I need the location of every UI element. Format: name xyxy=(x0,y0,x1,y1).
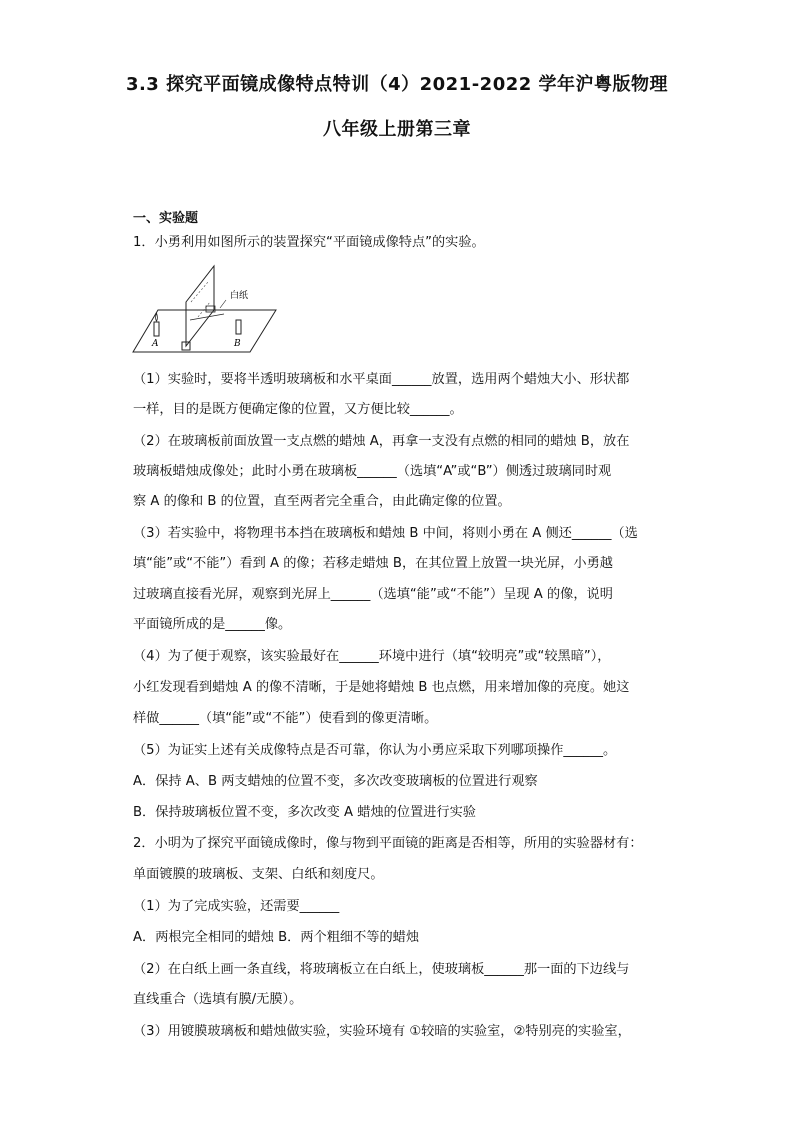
question-1-stem: 1．小勇利用如图所示的装置探究“平面镜成像特点”的实验。 xyxy=(133,235,485,250)
q1-part3-line3: 过玻璃直接看光屏，观察到光屏上______（选填“能”或“不能”）呈现 A 的像，说明 xyxy=(133,587,613,602)
candle-a-label: A xyxy=(152,339,159,349)
q1-part1-line2: 一样，目的是既方便确定像的位置，又方便比较______。 xyxy=(133,402,463,417)
candle-b-shape xyxy=(236,320,241,334)
q1-part1-line1: （1）实验时，要将半透明玻璃板和水平桌面______放置，选用两个蜡烛大小、形状都 xyxy=(133,372,630,387)
document-title-line-1: 3.3 探究平面镜成像特点特训（4）2021-2022 学年沪粤版物理 xyxy=(125,74,669,95)
q2-part2-line1: （2）在白纸上画一条直线，将玻璃板立在白纸上，使玻璃板______那一面的下边线与 xyxy=(133,962,630,977)
q1-part4-line2: 小红发现看到蜡烛 A 的像不清晰，于是她将蜡烛 B 也点燃，用来增加像的亮度。她这 xyxy=(133,680,630,695)
paper-label: 白纸 xyxy=(230,291,249,301)
q1-part3-line4: 平面镜所成的是______像。 xyxy=(133,617,292,632)
q1-option-a: A．保持 A、B 两支蜡烛的位置不变，多次改变玻璃板的位置进行观察 xyxy=(133,774,538,789)
q2-part3-line1: （3）用镀膜玻璃板和蜡烛做实验，实验环境有 ①较暗的实验室，②特别亮的实验室， xyxy=(133,1024,631,1039)
q1-option-b: B．保持玻璃板位置不变，多次改变 A 蜡烛的位置进行实验 xyxy=(133,805,476,820)
question-2-stem-line2: 单面镀膜的玻璃板、支架、白纸和刻度尺。 xyxy=(133,867,384,882)
q1-part4-line3: 样做______（填“能”或“不能”）使看到的像更清晰。 xyxy=(133,711,438,726)
q2-part1: （1）为了完成实验，还需要______ xyxy=(133,899,340,914)
mirror-experiment-figure xyxy=(128,262,278,354)
q2-part2-line2: 直线重合（选填有膜/无膜）。 xyxy=(133,992,303,1007)
document-title-line-2: 八年级上册第三章 xyxy=(323,119,471,140)
q1-part2-line3: 察 A 的像和 B 的位置，直至两者完全重合，由此确定像的位置。 xyxy=(133,494,511,509)
question-2-stem-line1: 2．小明为了探究平面镜成像时，像与物到平面镜的距离是否相等，所用的实验器材有： xyxy=(133,836,643,851)
q1-part2-line2: 玻璃板蜡烛成像处；此时小勇在玻璃板______（选填“A”或“B”）侧透过玻璃同时观 xyxy=(133,464,612,479)
q1-part5-line1: （5）为证实上述有关成像特点是否可靠，你认为小勇应采取下列哪项操作______。 xyxy=(133,743,617,758)
q1-part3-line1: （3）若实验中，将物理书本挡在玻璃板和蜡烛 B 中间，将则小勇在 A 侧还______（选 xyxy=(133,526,638,541)
section-heading: 一、实验题 xyxy=(133,211,199,226)
q2-part1-options: A．两根完全相同的蜡烛 B．两个粗细不等的蜡烛 xyxy=(133,930,420,945)
q1-part2-line1: （2）在玻璃板前面放置一支点燃的蜡烛 A，再拿一支没有点燃的相同的蜡烛 B，放在 xyxy=(133,434,630,449)
q1-part4-line1: （4）为了便于观察，该实验最好在______环境中进行（填“较明亮”或“较黑暗”）， xyxy=(133,649,611,664)
candle-b-label: B xyxy=(234,339,241,349)
q1-part3-line2: 填“能”或“不能”）看到 A 的像；若移走蜡烛 B，在其位置上放置一块光屏，小勇越 xyxy=(133,556,613,571)
candle-a-shape xyxy=(154,322,159,336)
